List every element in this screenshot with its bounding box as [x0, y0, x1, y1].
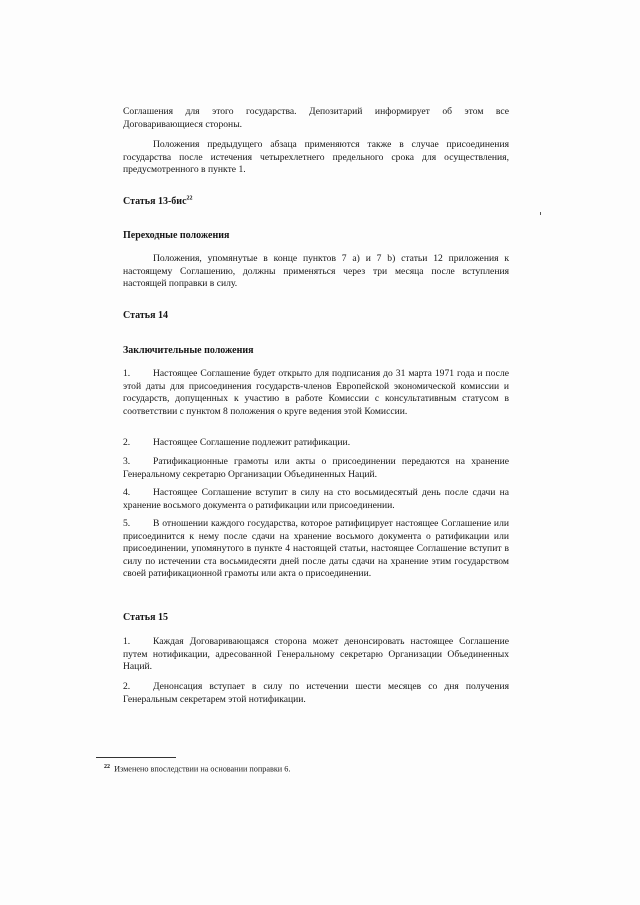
article-15-item-2: [123, 681, 509, 706]
item-number: 2.: [123, 437, 131, 448]
article-14-item-3: [123, 456, 509, 481]
item-text: Настоящее Соглашение подлежит ратификации.: [153, 437, 351, 448]
item-number: 1.: [123, 636, 131, 647]
scan-speck: [540, 212, 541, 215]
article-15-title: Статья 15: [123, 612, 168, 623]
transitional-text: Положения, упомянутые в конце пунктов 7 a) и 7 b) статьи 12 приложения к настоящему Соглашению, должны применяться через три месяца после вступления настоящей поправки в силу.: [123, 253, 509, 290]
article-14-title: Статья 14: [123, 310, 168, 321]
item-number: 1.: [123, 368, 131, 379]
item-number: 3.: [123, 456, 131, 467]
item-text: Настоящее Соглашение вступит в силу на сто восьмидесятый день после сдачи на хранение восьмого документа о ратификации или присоединении.: [123, 487, 509, 511]
transitional-heading: Переходные положения: [123, 230, 230, 241]
item-text: Денонсация вступает в силу по истечении шести месяцев со дня получения Генеральным секретарем этой нотификации.: [123, 681, 509, 705]
footnote: [104, 762, 290, 775]
article-13bis-title: [123, 196, 509, 209]
continued-paragraph: Соглашения для этого государства. Депозитарий информирует об этом все Договаривающиеся стороны.: [123, 106, 509, 130]
article-15-item-1: [123, 636, 509, 674]
item-number: 4.: [123, 487, 131, 498]
item-number: 5.: [123, 518, 131, 529]
item-text: Настоящее Соглашение будет открыто для подписания до 31 марта 1971 года и после этой даты для присоединения государств-членов Европейской экономической комиссии и государств, допущенных к участию в работе Комиссии с консультативным статусом в соответствии с пунктом 8 положения о круге ведения этой Комиссии.: [123, 368, 509, 417]
final-provisions-heading: Заключительные положения: [123, 345, 254, 356]
footnote-text: Изменено впоследствии на основании поправки 6.: [114, 764, 291, 774]
article-14-item-1: [123, 368, 509, 418]
article-13bis-title-text: Статья 13-бис: [123, 196, 187, 207]
article-14-item-4: [123, 487, 509, 512]
item-text: В отношении каждого государства, которое ратифицирует настоящее Соглашение или присоединится к нему после сдачи на хранение восьмого документа о ратификации или присоединении, упомянутого в пункте 4 настоящей статьи, настоящее Соглашение вступит в силу по истечении ста восьмидесяти дней после даты сдачи на хранение этим государством своей ратификационной грамоты или акта о присоединении.: [123, 518, 509, 580]
previous-paragraph-provision: Положения предыдущего абзаца применяются также в случае присоединения государства после истечения четырехлетнего предельного срока для осуществления, предусмотренного в пункте 1.: [123, 139, 509, 176]
footnote-number: 22: [104, 764, 110, 770]
footnote-separator: [96, 757, 176, 758]
item-text: Ратификационные грамоты или акты о присоединении передаются на хранение Генеральному секретарю Организации Объединенных Наций.: [123, 456, 509, 480]
article-14-item-2: [123, 437, 509, 450]
article-14-item-5: [123, 518, 509, 581]
item-number: 2.: [123, 681, 131, 692]
footnote-reference[interactable]: 22: [186, 195, 193, 202]
item-text: Каждая Договаривающаяся сторона может денонсировать настоящее Соглашение путем нотификации, адресованной Генеральному секретарю Организации Объединенных Наций.: [123, 636, 509, 673]
